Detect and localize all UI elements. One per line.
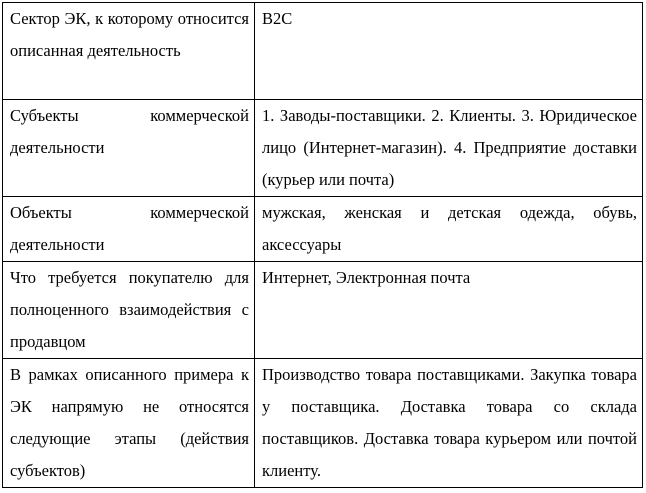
row-value: 1. Заводы-поставщики. 2. Клиенты. 3. Юридическое лицо (Интернет-магазин). 4. Предприятие доставки (курьер или почта) — [262, 106, 637, 189]
row-label-cell — [3, 100, 255, 197]
row-value: мужская, женская и детская одежда, обувь, аксессуары — [262, 203, 637, 254]
table-row — [3, 359, 643, 488]
row-value: Производство товара поставщиками. Закупка товара у поставщика. Доставка товара со склада поставщиков. Доставка товара курьером или почтой клиенту. — [262, 365, 637, 480]
row-value-cell — [255, 3, 643, 100]
row-label-cell — [3, 3, 255, 100]
row-value-cell — [255, 262, 643, 359]
row-label: Сектор ЭК, к которому относится описанная деятельность — [10, 9, 249, 60]
row-value: Интернет, Электронная почта — [262, 268, 471, 287]
row-label: В рамках описанного примера к ЭК напрямую не относятся следующие этапы (действия субъектов) — [10, 365, 249, 480]
row-label: Что требуется покупателю для полноценного взаимодействия с продавцом — [10, 268, 249, 351]
row-label-cell — [3, 359, 255, 488]
info-table — [2, 2, 643, 488]
row-value-cell — [255, 100, 643, 197]
table-row — [3, 3, 643, 100]
row-label-cell — [3, 197, 255, 262]
row-value-cell — [255, 197, 643, 262]
row-label-cell — [3, 262, 255, 359]
table-row — [3, 100, 643, 197]
row-value-cell — [255, 359, 643, 488]
row-label: Объекты коммерческой деятельности — [10, 203, 249, 254]
table-row — [3, 262, 643, 359]
table-row — [3, 197, 643, 262]
row-label: Субъекты коммерческой деятельности — [10, 106, 249, 157]
row-value: B2C — [262, 9, 293, 28]
